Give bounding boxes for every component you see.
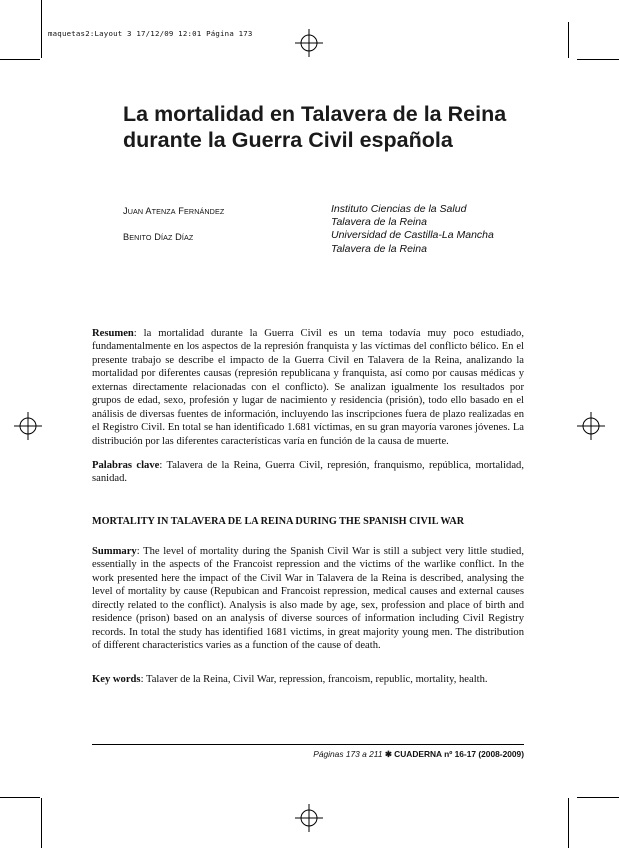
affiliation-line-3: Universidad de Castilla-La Mancha [331,229,494,242]
footer-separator-icon: ✱ [384,749,392,759]
author-1-initial-2: A [145,206,152,216]
registration-mark-left [14,412,42,440]
author-2-initial-3: D [175,232,182,242]
author-1-initial-1: J [123,206,128,216]
page-footer [313,749,524,759]
resumen-text: : la mortalidad durante la Guerra Civil es un tema todavía muy poco estudiado, fundamentalmente en los aspectos de la represión franquista y las víctimas del conflicto bélico. En el presente trabajo se describe el impacto de la Guerra Civil en Talavera de la Reina, analizando la mortalidad por diferentes causas (represión republicana y franquista, así como por causas médicas y externas directamente relacionadas con el conflicto). Se analizan igualmente los resultados por grupos de edad, sexo, profesión y lugar de nacimiento y residencia (prisión), todo ello basado en el análisis de diversas fuentes de información, incluyendo las inscripciones fuera de plazo realizadas en el Registro Civil. En total se han identificado 1.681 víctimas, en su gran mayoría varones jóvenes. La distribución por las diferentes características varía en función de la causa de muerte. [92,328,524,447]
author-2 [123,232,193,242]
print-slug: maquetas2:Layout 3 17/12/09 12:01 Página 173 [48,29,253,38]
palabras-clave-paragraph [92,459,524,486]
registration-mark-bottom [295,804,323,832]
crop-mark-top-left-vertical [41,0,42,58]
footer-rule [92,744,524,745]
crop-mark-top-right-horizontal [577,59,619,60]
author-2-part-2: ÍAZ [160,233,173,242]
registration-mark-top [295,29,323,57]
author-2-initial-1: B [123,232,130,242]
author-2-part-1: ENITO [129,233,152,242]
author-2-initial-2: D [154,232,161,242]
crop-mark-bottom-right-horizontal [577,797,619,798]
key-words-label: Key words [92,674,141,685]
palabras-clave-text: : Talavera de la Reina, Guerra Civil, represión, franquismo, república, mortalidad, sanidad. [92,460,524,485]
resumen-paragraph [92,327,524,448]
author-1-part-3: ERNÁNDEZ [184,207,225,216]
key-words-paragraph [92,673,524,686]
author-1-initial-3: F [178,206,185,216]
affiliations [331,203,571,256]
resumen-label: Resumen [92,328,134,339]
crop-mark-top-right-vertical [568,22,569,58]
footer-pages: Páginas 173 a 211 [313,749,383,759]
crop-mark-top-left-horizontal [0,59,40,60]
author-2-part-3: ÍAZ [181,233,194,242]
article-title [123,101,543,153]
summary-paragraph [92,545,524,653]
footer-journal: CUADERNA nº 16-17 (2008-2009) [394,749,524,759]
affiliation-line-4: Talavera de la Reina [331,242,427,255]
affiliation-line-1: Instituto Ciencias de la Salud [331,203,467,215]
summary-text: : The level of mortality during the Spanish Civil War is still a subject very little studied, essentially in the aspects of the Francoist repression and the victims of the warlike conflict. In the work presented here the impact of the Civil War in Talavera de la Reina is described, analysing the level of mortality by cause (Repubican and Francoist repression, medical causes and external causes directly related to the conflict). Analysis is also made by age, sex, profession and place of birth and residence (prison) based on an analysis of diverse sources of information including Civil Registry records. In total the study has identified 1681 victims, in great majority young men. The distribution of different characteristics varies as a function of the cause of death. [92,546,524,652]
crop-mark-bottom-right-vertical [568,798,569,848]
article-title-line-2: durante la Guerra Civil española [123,128,453,152]
author-1 [123,206,224,216]
english-title-heading: MORTALITY IN TALAVERA DE LA REINA DURING THE SPANISH CIVIL WAR [92,516,465,527]
registration-mark-right [577,412,605,440]
author-1-part-1: UAN [127,207,144,216]
crop-mark-bottom-left-vertical [41,798,42,848]
affiliation-line-2: Talavera de la Reina [331,216,427,229]
crop-mark-bottom-left-horizontal [0,797,40,798]
key-words-text: : Talaver de la Reina, Civil War, repression, francoism, republic, mortality, health. [140,674,488,685]
author-1-part-2: TENZA [151,207,176,216]
summary-label: Summary [92,546,137,557]
article-title-line-1: La mortalidad en Talavera de la Reina [123,102,507,126]
palabras-clave-label: Palabras clave [92,460,160,471]
